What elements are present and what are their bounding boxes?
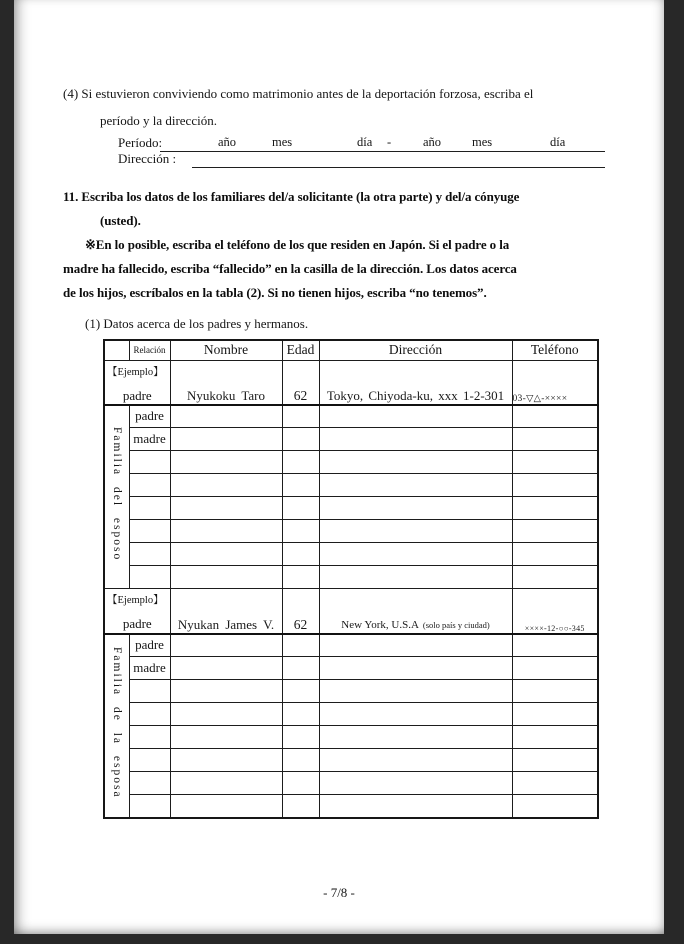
direccion-cell	[319, 726, 512, 749]
periodo-field-ano-start: año	[218, 135, 237, 149]
example-wife-row	[104, 589, 598, 634]
telefono-cell	[512, 680, 598, 703]
nombre-cell: Nyukan James V.	[170, 589, 282, 634]
telefono-cell	[512, 451, 598, 474]
family-row	[104, 795, 598, 818]
relacion-cell	[129, 726, 170, 749]
direccion-cell	[319, 405, 512, 428]
family-row	[104, 680, 598, 703]
edad-cell: 62	[282, 589, 319, 634]
direccion-cell	[319, 566, 512, 589]
periodo-row	[118, 136, 605, 152]
direccion-cell	[319, 474, 512, 497]
edad-cell	[282, 428, 319, 451]
telefono-cell: ××××-12-○○-345	[512, 589, 598, 634]
direccion-cell	[319, 428, 512, 451]
relacion-cell	[129, 474, 170, 497]
ejemplo-relacion: padre	[122, 616, 152, 631]
edad-cell	[282, 772, 319, 795]
telefono-cell	[512, 428, 598, 451]
edad-cell	[282, 749, 319, 772]
family-row	[104, 566, 598, 589]
periodo-field-mes-start: mes	[272, 135, 293, 149]
telefono-cell	[512, 634, 598, 657]
telefono-cell	[512, 405, 598, 428]
relacion-cell	[129, 795, 170, 818]
edad-cell: 62	[282, 360, 319, 405]
family-row	[104, 497, 598, 520]
wife-group-label: Familia de la esposa	[110, 647, 123, 799]
edad-cell	[282, 726, 319, 749]
telefono-cell	[512, 520, 598, 543]
telefono-cell: 03-▽△-××××	[512, 360, 598, 405]
relacion-cell	[129, 566, 170, 589]
direccion-cell	[319, 451, 512, 474]
header-cell-group	[104, 340, 129, 360]
edad-cell	[282, 657, 319, 680]
ejemplo-tag: 【Ejemplo】	[107, 595, 164, 606]
telefono-cell	[512, 566, 598, 589]
telefono-cell	[512, 543, 598, 566]
relacion-cell	[129, 749, 170, 772]
deportation-paragraph-line-2: período y la dirección.	[100, 113, 217, 128]
nombre-cell	[170, 566, 282, 589]
scanned-page	[14, 0, 664, 934]
nombre-cell	[170, 543, 282, 566]
nombre-cell	[170, 428, 282, 451]
edad-cell	[282, 543, 319, 566]
telefono-cell	[512, 474, 598, 497]
nombre-cell	[170, 703, 282, 726]
telefono-cell	[512, 703, 598, 726]
edad-cell	[282, 474, 319, 497]
ejemplo-relacion: padre	[122, 387, 152, 403]
telefono-cell	[512, 726, 598, 749]
relacion-cell	[129, 543, 170, 566]
periodo-field-mes-end: mes	[472, 135, 493, 149]
section11-heading-line-1: 11. Escriba los datos de los familiares del/a solicitante (la otra parte) y del/a cónyuge	[63, 189, 520, 204]
edad-cell	[282, 680, 319, 703]
family-row	[104, 749, 598, 772]
direccion-label: Dirección :	[118, 151, 177, 166]
relacion-cell	[129, 497, 170, 520]
direccion-text	[341, 615, 489, 633]
family-row	[104, 772, 598, 795]
family-row	[104, 451, 598, 474]
nombre-cell	[170, 451, 282, 474]
family-row	[104, 520, 598, 543]
wife-group-cell	[104, 634, 129, 818]
direccion-cell	[319, 772, 512, 795]
family-row	[104, 726, 598, 749]
periodo-field-dash: -	[387, 135, 392, 149]
nombre-cell	[170, 657, 282, 680]
family-row	[104, 474, 598, 497]
nombre-cell	[170, 634, 282, 657]
edad-cell	[282, 451, 319, 474]
nombre-cell	[170, 497, 282, 520]
header-cell-telefono: Teléfono	[512, 340, 598, 360]
direccion-main: New York, U.S.A	[341, 618, 419, 631]
direccion-row	[118, 152, 605, 168]
husband-group-cell	[104, 405, 129, 589]
telefono-cell	[512, 795, 598, 818]
family-table	[103, 339, 599, 819]
ejemplo-cell	[104, 360, 170, 405]
relacion-cell	[129, 680, 170, 703]
nombre-cell	[170, 474, 282, 497]
section11-note-line-3: de los hijos, escríbalos en la tabla (2). Si no tienen hijos, escriba “no tenemos”.	[63, 285, 487, 300]
telefono-cell	[512, 749, 598, 772]
relacion-cell: padre	[129, 634, 170, 657]
direccion-cell	[319, 749, 512, 772]
header-cell-nombre: Nombre	[170, 340, 282, 360]
direccion-cell	[319, 543, 512, 566]
direccion-cell	[319, 520, 512, 543]
family-row	[104, 405, 598, 428]
edad-cell	[282, 795, 319, 818]
direccion-cell	[319, 634, 512, 657]
nombre-cell: Nyukoku Taro	[170, 360, 282, 405]
edad-cell	[282, 520, 319, 543]
family-row	[104, 428, 598, 451]
telefono-cell	[512, 772, 598, 795]
deportation-paragraph-line-1: (4) Si estuvieron conviviendo como matrimonio antes de la deportación forzosa, escriba el	[63, 86, 534, 101]
telefono-cell	[512, 657, 598, 680]
family-row	[104, 634, 598, 657]
periodo-field-dia-end: día	[550, 135, 566, 149]
relacion-cell: madre	[129, 428, 170, 451]
header-cell-relacion: Relación	[129, 340, 170, 360]
edad-cell	[282, 497, 319, 520]
edad-cell	[282, 634, 319, 657]
family-table-wrapper	[103, 339, 599, 819]
family-row	[104, 543, 598, 566]
relacion-cell	[129, 703, 170, 726]
relacion-cell	[129, 772, 170, 795]
direccion-cell	[319, 657, 512, 680]
header-row	[104, 340, 598, 360]
husband-group-label: Familia del esposo	[110, 427, 123, 562]
table-caption: (1) Datos acerca de los padres y hermanos.	[85, 316, 309, 331]
nombre-cell	[170, 680, 282, 703]
direccion-cell	[319, 680, 512, 703]
nombre-cell	[170, 772, 282, 795]
nombre-cell	[170, 405, 282, 428]
periodo-field-dia-start: día	[357, 135, 373, 149]
header-cell-direccion: Dirección	[319, 340, 512, 360]
edad-cell	[282, 703, 319, 726]
edad-cell	[282, 566, 319, 589]
ejemplo-cell	[104, 589, 170, 634]
section11-note-line-2: madre ha fallecido, escriba “fallecido” en la casilla de la dirección. Los datos acerca	[63, 261, 517, 276]
page-number: - 7/8 -	[323, 885, 355, 900]
family-row	[104, 703, 598, 726]
periodo-label: Período:	[118, 135, 163, 150]
nombre-cell	[170, 520, 282, 543]
direccion-cell	[319, 360, 512, 405]
telefono-cell	[512, 497, 598, 520]
relacion-cell: padre	[129, 405, 170, 428]
direccion-cell	[319, 497, 512, 520]
nombre-cell	[170, 749, 282, 772]
direccion-underline	[192, 167, 605, 168]
direccion-text: Tokyo, Chiyoda-ku, xxx 1-2-301	[326, 387, 505, 403]
edad-cell	[282, 405, 319, 428]
periodo-field-ano-end: año	[423, 135, 442, 149]
header-cell-edad: Edad	[282, 340, 319, 360]
direccion-cell	[319, 795, 512, 818]
section11-heading-line-2: (usted).	[100, 213, 141, 228]
nombre-cell	[170, 795, 282, 818]
ejemplo-tag: 【Ejemplo】	[107, 366, 164, 378]
example-husband-row	[104, 360, 598, 405]
relacion-cell	[129, 451, 170, 474]
direccion-note: (solo país y ciudad)	[422, 619, 490, 630]
section11-note-line-1: ※En lo posible, escriba el teléfono de los que residen en Japón. Si el padre o la	[85, 237, 510, 252]
relacion-cell	[129, 520, 170, 543]
relacion-cell: madre	[129, 657, 170, 680]
direccion-cell	[319, 589, 512, 634]
direccion-cell	[319, 703, 512, 726]
nombre-cell	[170, 726, 282, 749]
family-row	[104, 657, 598, 680]
